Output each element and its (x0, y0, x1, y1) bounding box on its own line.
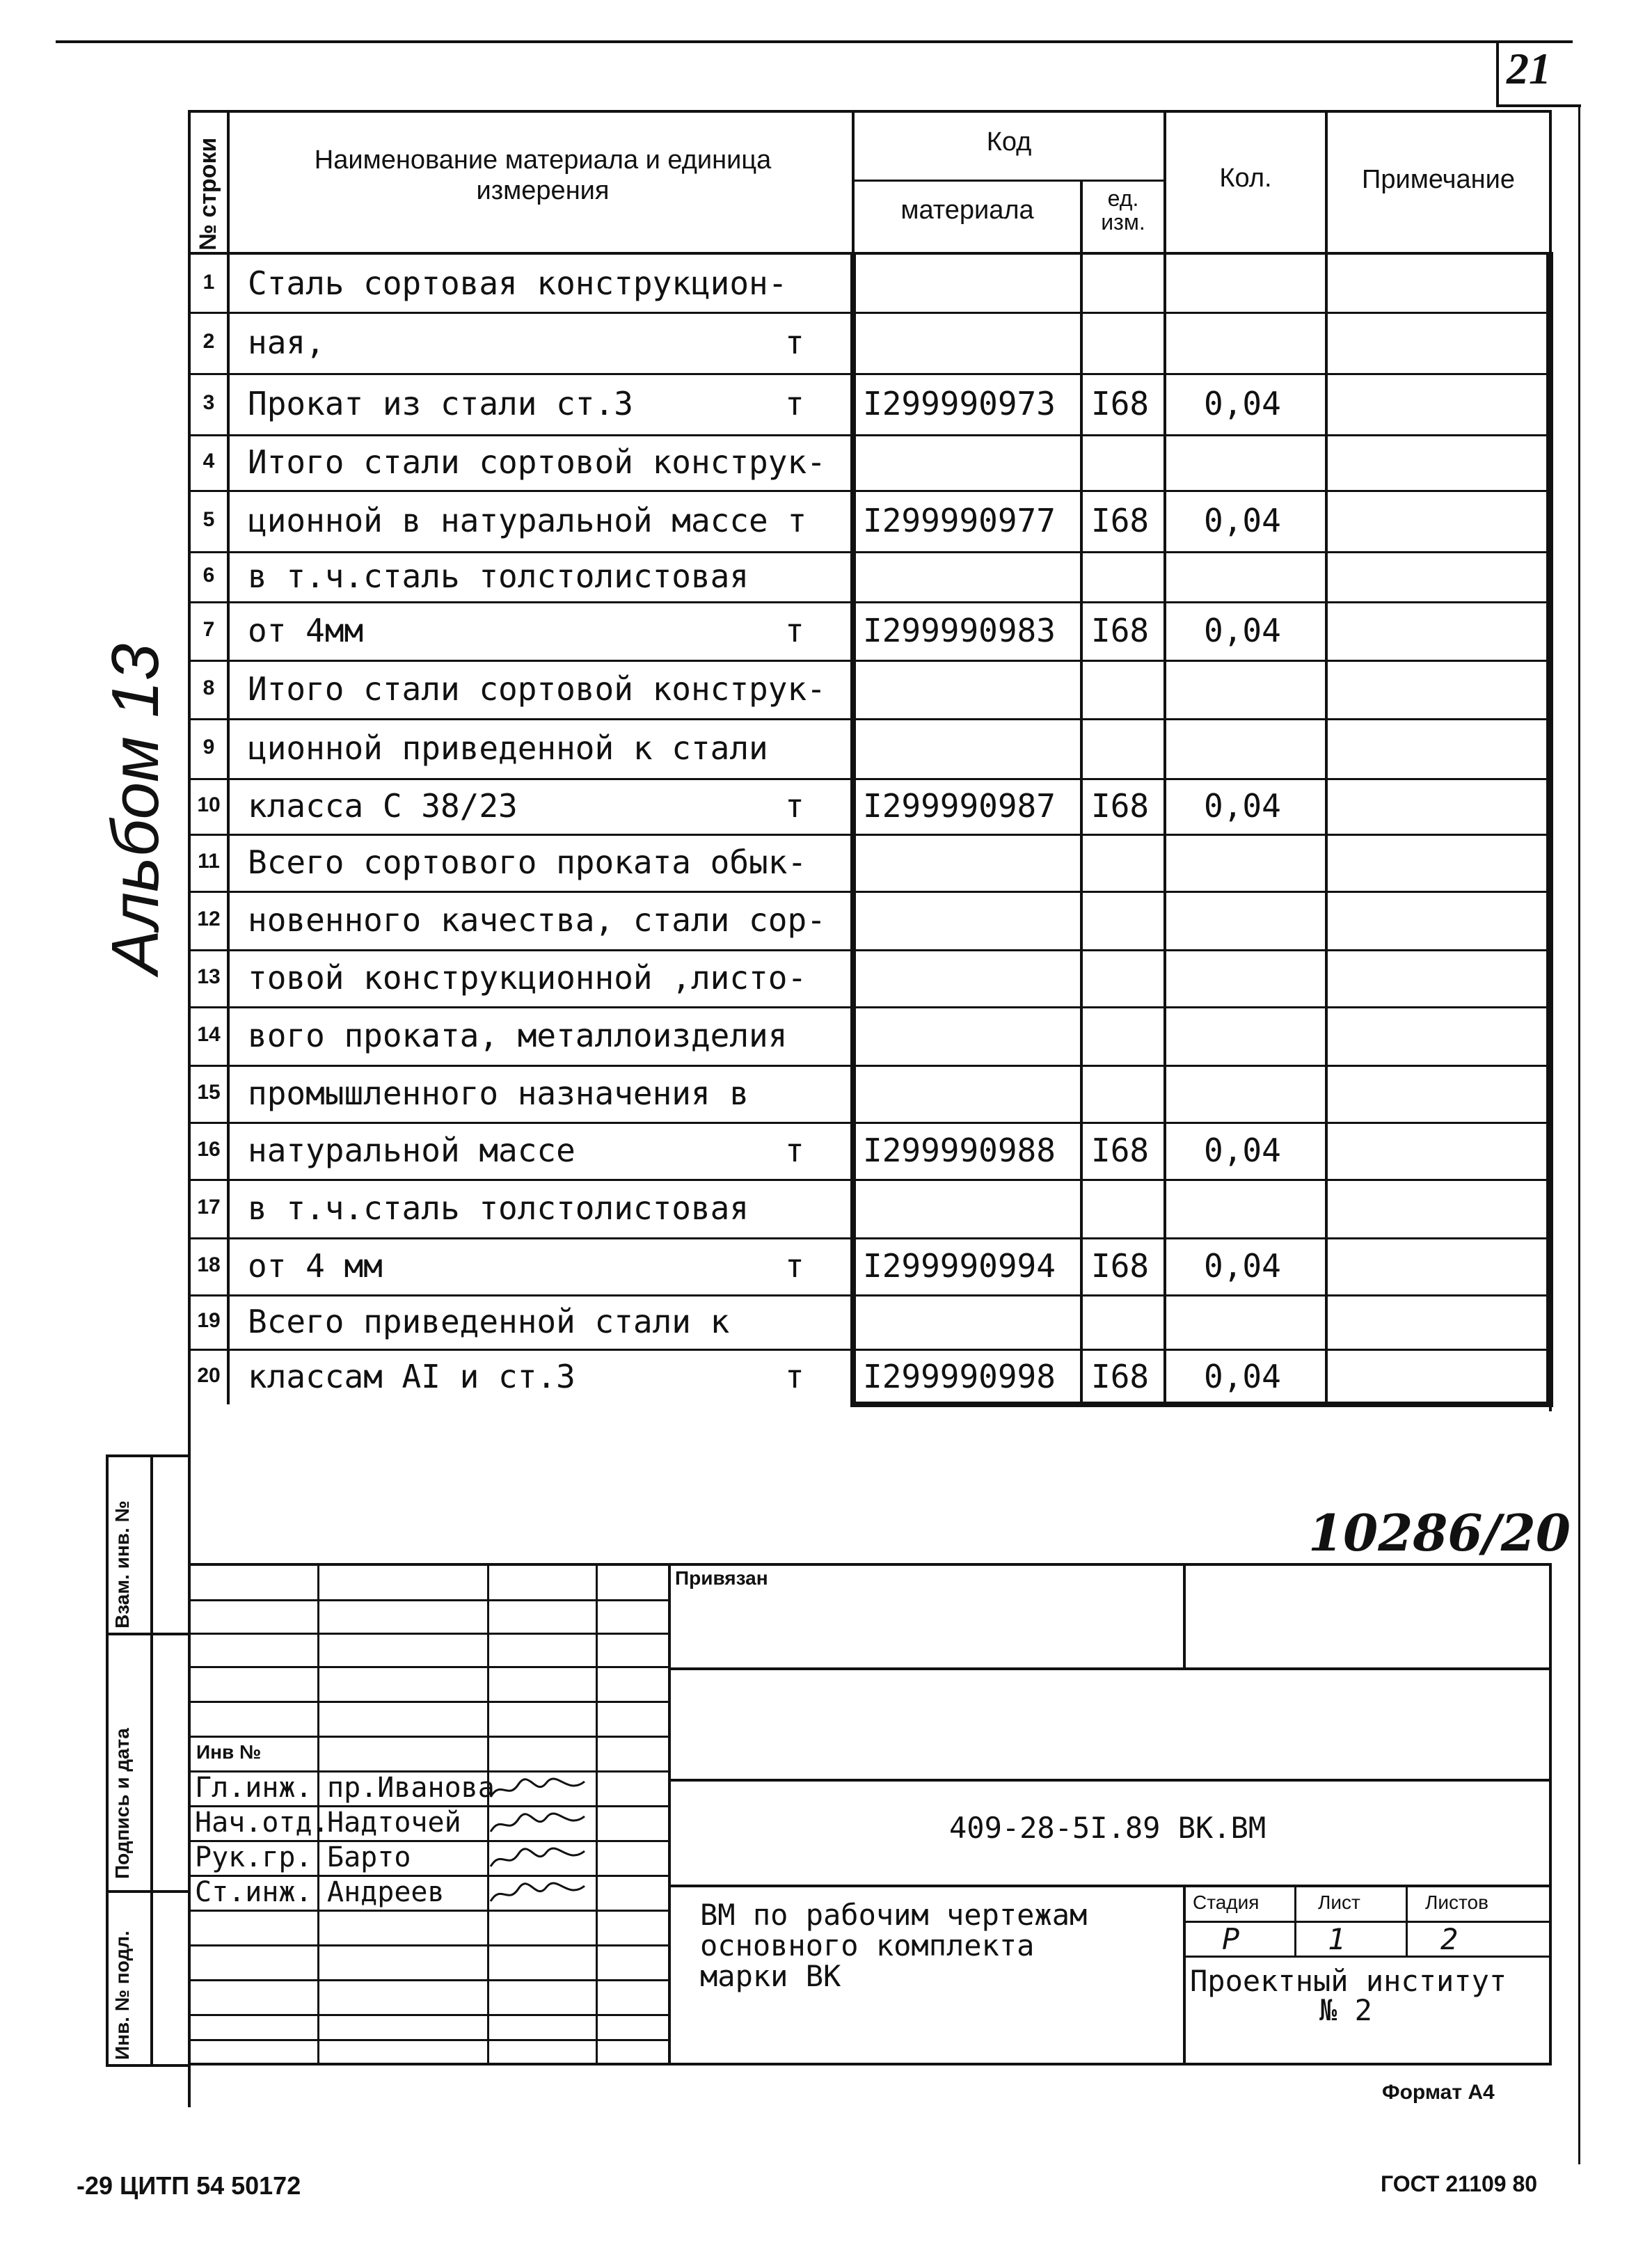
role-person: Надточей (327, 1807, 461, 1839)
role-person: пр.Иванова (327, 1772, 495, 1804)
doc-title-line3: марки ВК (700, 1959, 841, 1993)
material-code: I299990987 (863, 787, 1056, 825)
doc-title-line2: основного комплекта (700, 1928, 1035, 1962)
row-number: 8 (202, 676, 215, 699)
row-number: 14 (197, 1023, 221, 1046)
signature-scribble (487, 1880, 591, 1908)
material-name: Итого стали сортовой конструк- (248, 670, 826, 708)
unit-mark: т (785, 324, 804, 361)
material-code: I299990983 (863, 612, 1056, 649)
sheet-value: 1 (1328, 1922, 1346, 1956)
unit-mark: т (785, 1247, 804, 1285)
unit-mark: т (785, 612, 804, 649)
material-name: Итого стали сортовой конструк- (248, 443, 826, 481)
sheets-value: 2 (1440, 1922, 1459, 1956)
side-stamp-vzam: Взам. инв. № (111, 1500, 133, 1628)
material-name: натуральной массе (248, 1132, 575, 1169)
row-number: 17 (197, 1196, 221, 1219)
material-name: новенного качества, стали сор- (248, 901, 826, 939)
material-name: Прокат из стали ст.3 (248, 385, 633, 422)
unit-mark: т (785, 1358, 804, 1395)
material-name: класса С 38/23 (248, 787, 518, 825)
inv-no-label: Инв № (196, 1741, 262, 1763)
side-stamp-inv: Инв. № подл. (111, 1930, 133, 2060)
row-number: 20 (197, 1364, 221, 1387)
unit-code: I68 (1091, 612, 1150, 649)
row-number: 1 (202, 271, 215, 294)
quantity: 0,04 (1204, 1358, 1281, 1395)
quantity: 0,04 (1204, 385, 1281, 422)
page-number: 21 (1507, 44, 1551, 93)
role-title: Рук.гр. (195, 1841, 312, 1873)
header-note: Примечание (1362, 165, 1515, 194)
side-stamp-podpis: Подпись и дата (111, 1728, 133, 1879)
org-line2: № 2 (1319, 1993, 1372, 2027)
quantity: 0,04 (1204, 787, 1281, 825)
material-name: от 4 мм (248, 1247, 383, 1285)
quantity: 0,04 (1204, 612, 1281, 649)
material-name: Всего приведенной стали к (248, 1303, 730, 1340)
sheets-label: Листов (1425, 1892, 1488, 1913)
footer-right: ГОСТ 21109 80 (1381, 2171, 1538, 2196)
handwritten-number: 10286/20 (1308, 1503, 1571, 1562)
material-name: от 4мм (248, 612, 364, 649)
quantity: 0,04 (1204, 502, 1281, 539)
unit-mark: т (785, 1132, 804, 1169)
row-number: 13 (197, 965, 221, 988)
material-name: вого проката, металлоизделия (248, 1017, 788, 1054)
row-number: 6 (202, 564, 215, 587)
header-code-unit: ед. изм. (1101, 186, 1145, 235)
role-person: Андреев (327, 1876, 445, 1908)
material-name: Всего сортового проката обык- (248, 843, 807, 881)
unit-code: I68 (1091, 787, 1150, 825)
stage-value: Р (1222, 1922, 1240, 1956)
row-number: 10 (197, 793, 221, 816)
unit-mark: т (785, 385, 804, 422)
signature-scribble (487, 1811, 591, 1839)
material-name: ционной в натуральной массе т (248, 502, 807, 539)
header-qty: Кол. (1219, 164, 1272, 193)
role-title: Нач.отд. (195, 1807, 329, 1839)
material-name: Сталь сортовая конструкцион- (248, 264, 788, 302)
album-label: Альбом 13 (98, 643, 173, 974)
format-label: Формат А4 (1382, 2081, 1495, 2104)
row-number: 7 (202, 618, 215, 641)
row-number: 12 (197, 907, 221, 930)
quantity: 0,04 (1204, 1132, 1281, 1169)
doc-code: 409-28-5I.89 ВК.ВМ (949, 1811, 1266, 1845)
row-number: 19 (197, 1309, 221, 1332)
row-number: 2 (202, 330, 215, 353)
stage-label: Стадия (1193, 1892, 1260, 1913)
role-title: Гл.инж. (195, 1772, 312, 1804)
unit-code: I68 (1091, 1247, 1150, 1285)
signature-scribble (487, 1776, 591, 1804)
signature-scribble (487, 1846, 591, 1873)
material-code: I299990994 (863, 1247, 1056, 1285)
unit-code: I68 (1091, 385, 1150, 422)
unit-code: I68 (1091, 1132, 1150, 1169)
material-name: ная, (248, 324, 325, 361)
row-number: 4 (202, 450, 215, 473)
unit-mark: т (785, 787, 804, 825)
material-name: ционной приведенной к стали (248, 729, 768, 767)
role-title: Ст.инж. (195, 1876, 312, 1908)
header-code: Код (986, 127, 1032, 157)
material-name: промышленного назначения в (248, 1075, 749, 1112)
unit-code: I68 (1091, 502, 1150, 539)
footer-left: -29 ЦИТП 54 50172 (77, 2171, 301, 2200)
sheet-label: Лист (1318, 1892, 1360, 1913)
row-number: 9 (202, 736, 215, 759)
material-name: в т.ч.сталь толстолистовая (248, 1189, 749, 1227)
row-number: 5 (202, 508, 215, 531)
quantity: 0,04 (1204, 1247, 1281, 1285)
row-number: 15 (197, 1081, 221, 1104)
row-number: 18 (197, 1253, 221, 1276)
header-name: Наименование материала и единица измерения (314, 145, 772, 205)
row-number: 3 (202, 391, 215, 414)
material-name: товой конструкционной ,листо- (248, 959, 807, 997)
privyazan-label: Привязан (675, 1567, 768, 1589)
material-name: классам АI и ст.3 (248, 1358, 575, 1395)
material-code: I299990977 (863, 502, 1056, 539)
org-line1: Проектный институт (1190, 1964, 1507, 1998)
material-code: I299990988 (863, 1132, 1056, 1169)
row-number: 16 (197, 1138, 221, 1161)
unit-code: I68 (1091, 1358, 1150, 1395)
doc-title-line1: ВМ по рабочим чертежам (700, 1898, 1088, 1932)
material-code: I299990998 (863, 1358, 1056, 1395)
row-number: 11 (198, 850, 220, 873)
material-name: в т.ч.сталь толстолистовая (248, 557, 749, 595)
material-code: I299990973 (863, 385, 1056, 422)
header-row-no: № строки (195, 137, 221, 251)
role-person: Барто (327, 1841, 411, 1873)
header-code-material: материала (900, 196, 1034, 225)
